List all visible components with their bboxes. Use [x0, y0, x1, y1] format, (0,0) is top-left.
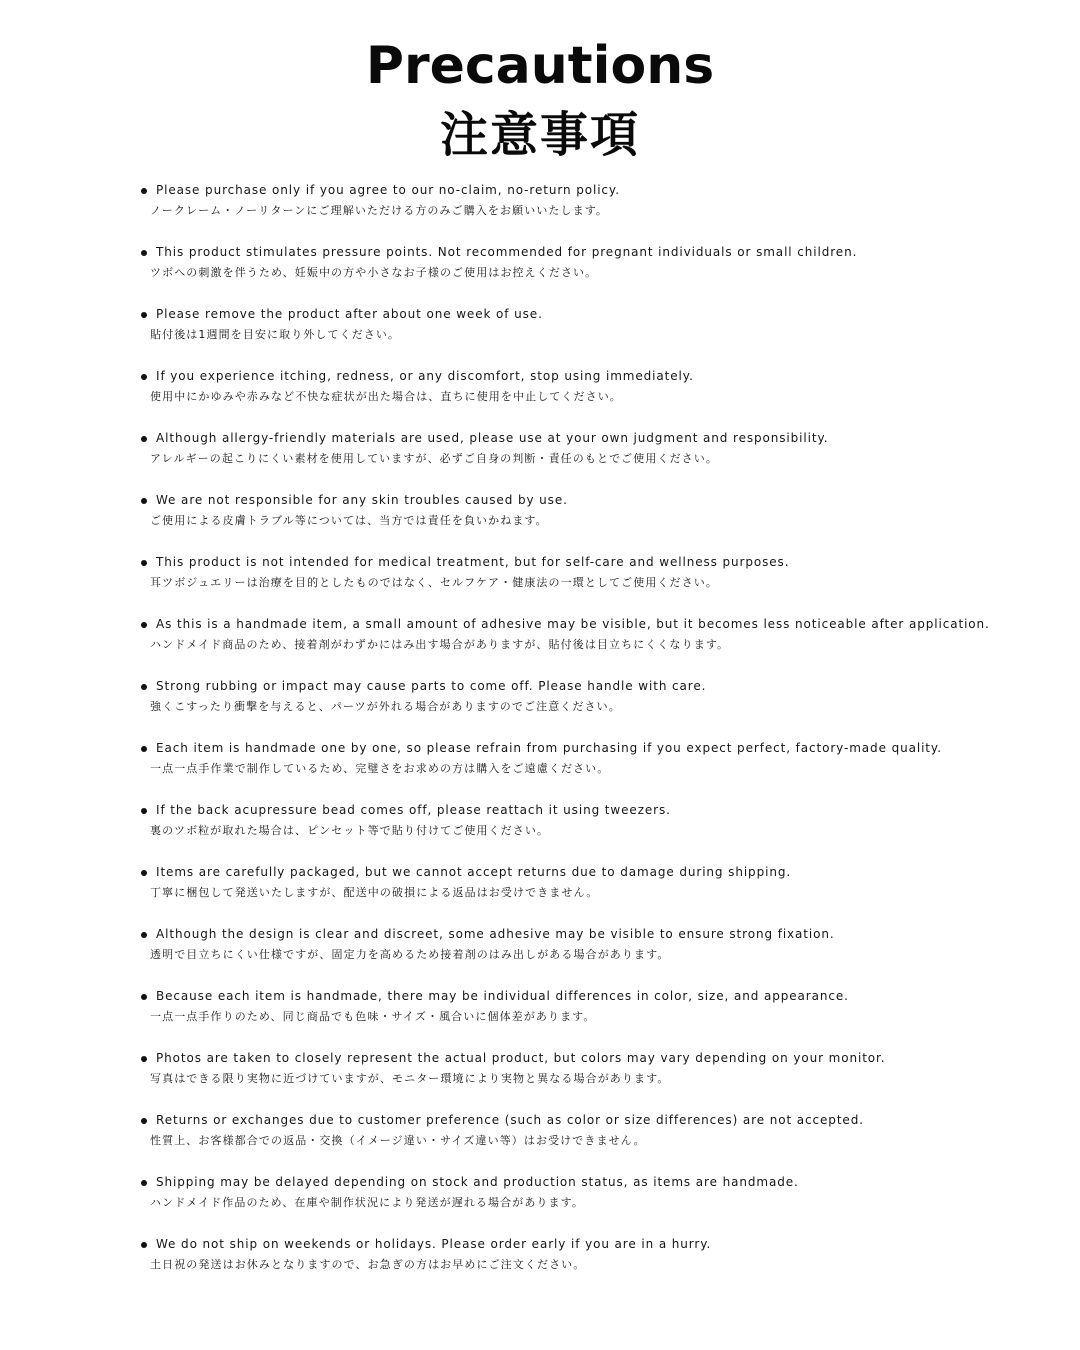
bullet-icon: [141, 932, 147, 938]
precaution-text-japanese: ハンドメイド作品のため、在庫や制作状況により発送が遅れる場合があります。: [150, 1196, 584, 1209]
bullet-icon: [141, 1180, 147, 1186]
precaution-text-english: We are not responsible for any skin troubles caused by use.: [156, 493, 568, 507]
precaution-text-japanese: 一点一点手作業で制作しているため、完璧さをお求めの方は購入をご遠慮ください。: [150, 762, 610, 775]
precaution-text-japanese: 強くこすったり衝撃を与えると、パーツが外れる場合がありますのでご注意ください。: [150, 700, 621, 713]
precaution-text-english: Photos are taken to closely represent the actual product, but colors may vary depending on your monitor.: [156, 1051, 886, 1065]
precaution-text-japanese: 貼付後は1週間を目安に取り外してください。: [150, 328, 401, 341]
precaution-text-english: Although allergy-friendly materials are used, please use at your own judgment and responsibility.: [156, 431, 829, 445]
precaution-item: [0, 924, 1080, 986]
bullet-icon: [141, 870, 147, 876]
precaution-text-japanese: アレルギーの起こりにくい素材を使用していますが、必ずご自身の判断・責任のもとでご使用ください。: [150, 452, 718, 465]
precaution-item: [0, 304, 1080, 366]
precaution-text-japanese: ノークレーム・ノーリターンにご理解いただける方のみご購入をお願いいたします。: [150, 204, 609, 217]
bullet-icon: [141, 560, 147, 566]
bullet-icon: [141, 684, 147, 690]
precaution-item: [0, 1110, 1080, 1172]
precaution-text-english: Please purchase only if you agree to our no-claim, no-return policy.: [156, 183, 620, 197]
bullet-icon: [141, 1056, 147, 1062]
bullet-icon: [141, 1242, 147, 1248]
precaution-text-english: Each item is handmade one by one, so please refrain from purchasing if you expect perfect, factory-made quality.: [156, 741, 942, 755]
precaution-text-english: Shipping may be delayed depending on stock and production status, as items are handmade.: [156, 1175, 799, 1189]
precaution-text-japanese: 一点一点手作りのため、同じ商品でも色味・サイズ・風合いに個体差があります。: [150, 1010, 596, 1023]
precaution-text-english: Strong rubbing or impact may cause parts to come off. Please handle with care.: [156, 679, 707, 693]
precaution-text-japanese: 耳ツボジュエリーは治療を目的としたものではなく、セルフケア・健康法の一環としてご使用ください。: [150, 576, 718, 589]
bullet-icon: [141, 498, 147, 504]
precaution-text-japanese: 丁寧に梱包して発送いたしますが、配送中の破損による返品はお受けできません。: [150, 886, 599, 899]
precaution-text-english: This product is not intended for medical treatment, but for self-care and wellness purposes.: [156, 555, 790, 569]
page-title: Precautions: [365, 36, 715, 96]
precaution-text-japanese: 土日祝の発送はお休みとなりますので、お急ぎの方はお早めにご注文ください。: [150, 1258, 586, 1271]
precaution-item: [0, 366, 1080, 428]
bullet-icon: [141, 436, 147, 442]
page-title-japanese: 注意事項: [439, 107, 640, 163]
bullet-icon: [141, 994, 147, 1000]
precaution-text-japanese: 使用中にかゆみや赤みなど不快な症状が出た場合は、直ちに使用を中止してください。: [150, 390, 622, 403]
bullet-icon: [141, 1118, 147, 1124]
precaution-item: [0, 1048, 1080, 1110]
bullet-icon: [141, 312, 147, 318]
precaution-text-japanese: ハンドメイド商品のため、接着剤がわずかにはみ出す場合がありますが、貼付後は目立ちにくくなります。: [150, 638, 730, 651]
precaution-text-english: If the back acupressure bead comes off, please reattach it using tweezers.: [156, 803, 671, 817]
precaution-text-english: Returns or exchanges due to customer preference (such as color or size differences) are not accepted.: [156, 1113, 864, 1127]
precaution-item: [0, 986, 1080, 1048]
bullet-icon: [141, 808, 147, 814]
precaution-text-english: We do not ship on weekends or holidays. Please order early if you are in a hurry.: [156, 1237, 712, 1251]
precaution-item: [0, 1234, 1080, 1296]
bullet-icon: [141, 374, 147, 380]
precaution-item: [0, 676, 1080, 738]
precaution-text-japanese: 性質上、お客様都合での返品・交換（イメージ違い・サイズ違い等）はお受けできません。: [150, 1134, 646, 1147]
precaution-text-english: This product stimulates pressure points. Not recommended for pregnant individuals or small children.: [156, 245, 858, 259]
bullet-icon: [141, 746, 147, 752]
precaution-item: [0, 862, 1080, 924]
precaution-item: [0, 180, 1080, 242]
precaution-item: [0, 428, 1080, 490]
precaution-text-english: Items are carefully packaged, but we cannot accept returns due to damage during shipping.: [156, 865, 792, 879]
precaution-item: [0, 552, 1080, 614]
precaution-text-japanese: 写真はできる限り実物に近づけていますが、モニター環境により実物と異なる場合があります。: [150, 1072, 670, 1085]
precaution-text-english: Although the design is clear and discreet, some adhesive may be visible to ensure strong fixation.: [156, 927, 835, 941]
precaution-item: [0, 1172, 1080, 1234]
precaution-item: [0, 738, 1080, 800]
bullet-icon: [141, 250, 147, 256]
bullet-icon: [141, 622, 147, 628]
precaution-item: [0, 614, 1080, 676]
precaution-text-japanese: 透明で目立ちにくい仕様ですが、固定力を高めるため接着剤のはみ出しがある場合があります。: [150, 948, 670, 961]
precaution-text-japanese: 裏のツボ粒が取れた場合は、ピンセット等で貼り付けてご使用ください。: [150, 824, 550, 837]
precaution-text-japanese: ツボへの刺激を伴うため、妊娠中の方や小さなお子様のご使用はお控えください。: [150, 266, 598, 279]
precaution-item: [0, 242, 1080, 304]
precaution-text-japanese: ご使用による皮膚トラブル等については、当方では責任を負いかねます。: [150, 514, 548, 527]
precaution-text-english: Because each item is handmade, there may be individual differences in color, size, and appearance.: [156, 989, 849, 1003]
precaution-text-english: If you experience itching, redness, or any discomfort, stop using immediately.: [156, 369, 694, 383]
precaution-text-english: As this is a handmade item, a small amount of adhesive may be visible, but it becomes less noticeable after application.: [156, 617, 990, 631]
precaution-list: [0, 180, 1080, 1296]
precaution-text-english: Please remove the product after about one week of use.: [156, 307, 543, 321]
precaution-item: [0, 490, 1080, 552]
bullet-icon: [141, 188, 147, 194]
precaution-item: [0, 800, 1080, 862]
